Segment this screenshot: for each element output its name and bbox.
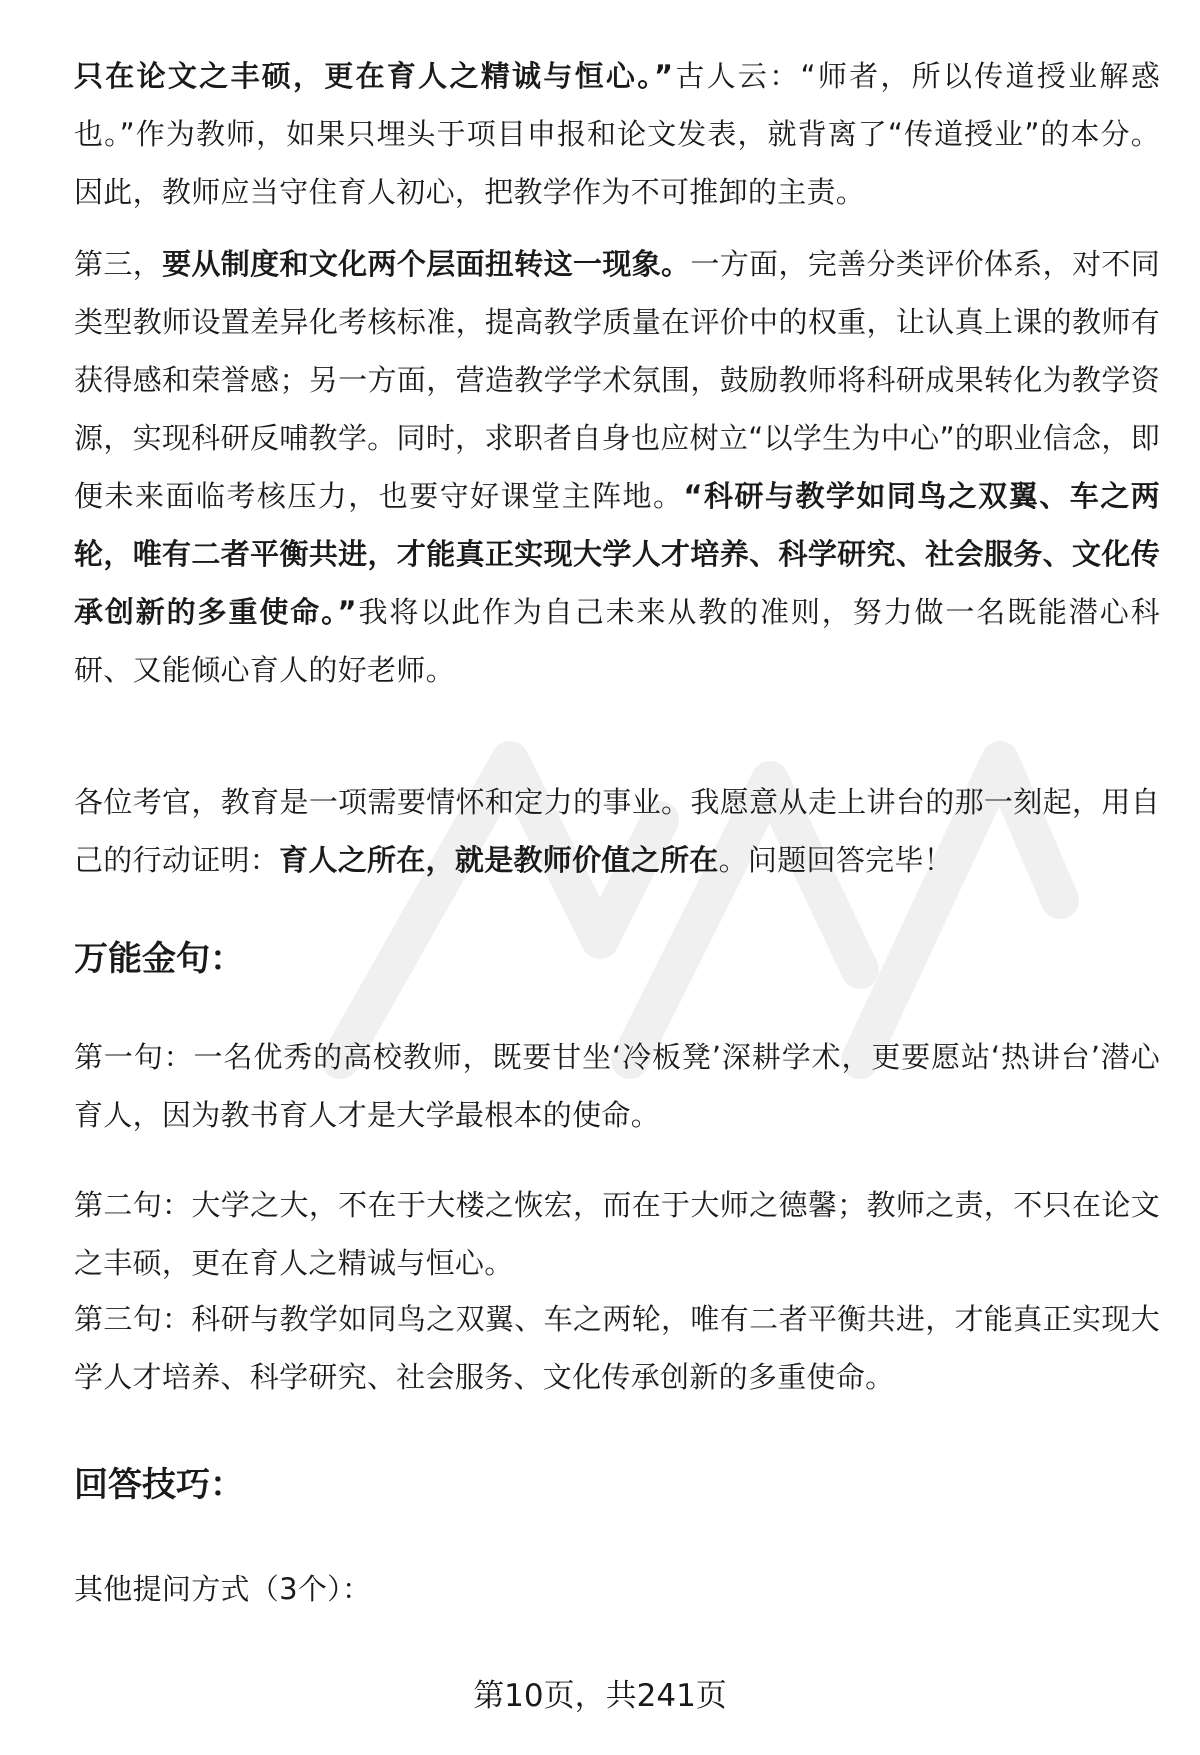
other-question-ways: 其他提问方式（3个）： [74, 1572, 372, 1606]
golden-sentence-3: 第三句：科研与教学如同鸟之双翼、车之两轮，唯有二者平衡共进，才能真正实现大学人才培养、科学研究、社会服务、文化传承创新的多重使命。 [74, 1302, 1160, 1394]
paragraph-text: 各位考官，教育是一项需要情怀和定力的事业。我愿意从走上讲台的那一刻起，用自己的行动证明： [74, 785, 1160, 877]
paragraph-text: 一方面，完善分类评价体系，对不同类型教师设置差异化考核标准，提高教学质量在评价中的权重，让认真上课的教师有获得感和荣誉感；另一方面，营造教学学术氛围，鼓励教师将科研成果转化为教学资源，实现科研反哺教学。同时，求职者自身也应树立“以学生为中心”的职业信念，即便未来面临考核压力，也要守好课堂主阵地。 [74, 247, 1160, 513]
paragraph-1 [74, 47, 1160, 221]
paragraph-text: 我将以此作为自己未来从教的准则，努力做一名既能潜心科研、又能倾心育人的好老师。 [74, 595, 1160, 687]
bold-quote: “科研与教学如同鸟之双翼、车之两轮，唯有二者平衡共进，才能真正实现大学人才培养、科学研究、社会服务、文化传承创新的多重使命。” [74, 479, 1160, 629]
paragraph-text: 古人云：“师者，所以传道授业解惑也。”作为教师，如果只埋头于项目申报和论文发表，就背离了“传道授业”的本分。因此，教师应当守住育人初心，把教学作为不可推卸的主责。 [74, 59, 1161, 209]
page-number: 第10页，共241页 [473, 1678, 727, 1714]
section-heading-answer-tips: 回答技巧： [74, 1465, 244, 1505]
paragraph-3 [74, 773, 1160, 889]
section-heading-golden-sentences: 万能金句： [74, 939, 244, 979]
bold-quote-end: 只在论文之丰硕，更在育人之精诚与恒心。” [74, 59, 674, 93]
bold-conclusion: 育人之所在，就是教师价值之所在 [279, 843, 719, 877]
golden-sentence-2: 第二句：大学之大，不在于大楼之恢宏，而在于大师之德馨；教师之责，不只在论文之丰硕，更在育人之精诚与恒心。 [74, 1188, 1160, 1280]
bold-point: 要从制度和文化两个层面扭转这一现象。 [162, 247, 691, 281]
paragraph-text: 第三， [74, 247, 163, 281]
paragraph-text: 。问题回答完毕！ [718, 843, 954, 877]
paragraph-2 [74, 235, 1160, 699]
golden-sentence-1: 第一句：一名优秀的高校教师，既要甘坐‘冷板凳’深耕学术，更要愿站‘热讲台’潜心育人，因为教书育人才是大学最根本的使命。 [74, 1040, 1160, 1132]
